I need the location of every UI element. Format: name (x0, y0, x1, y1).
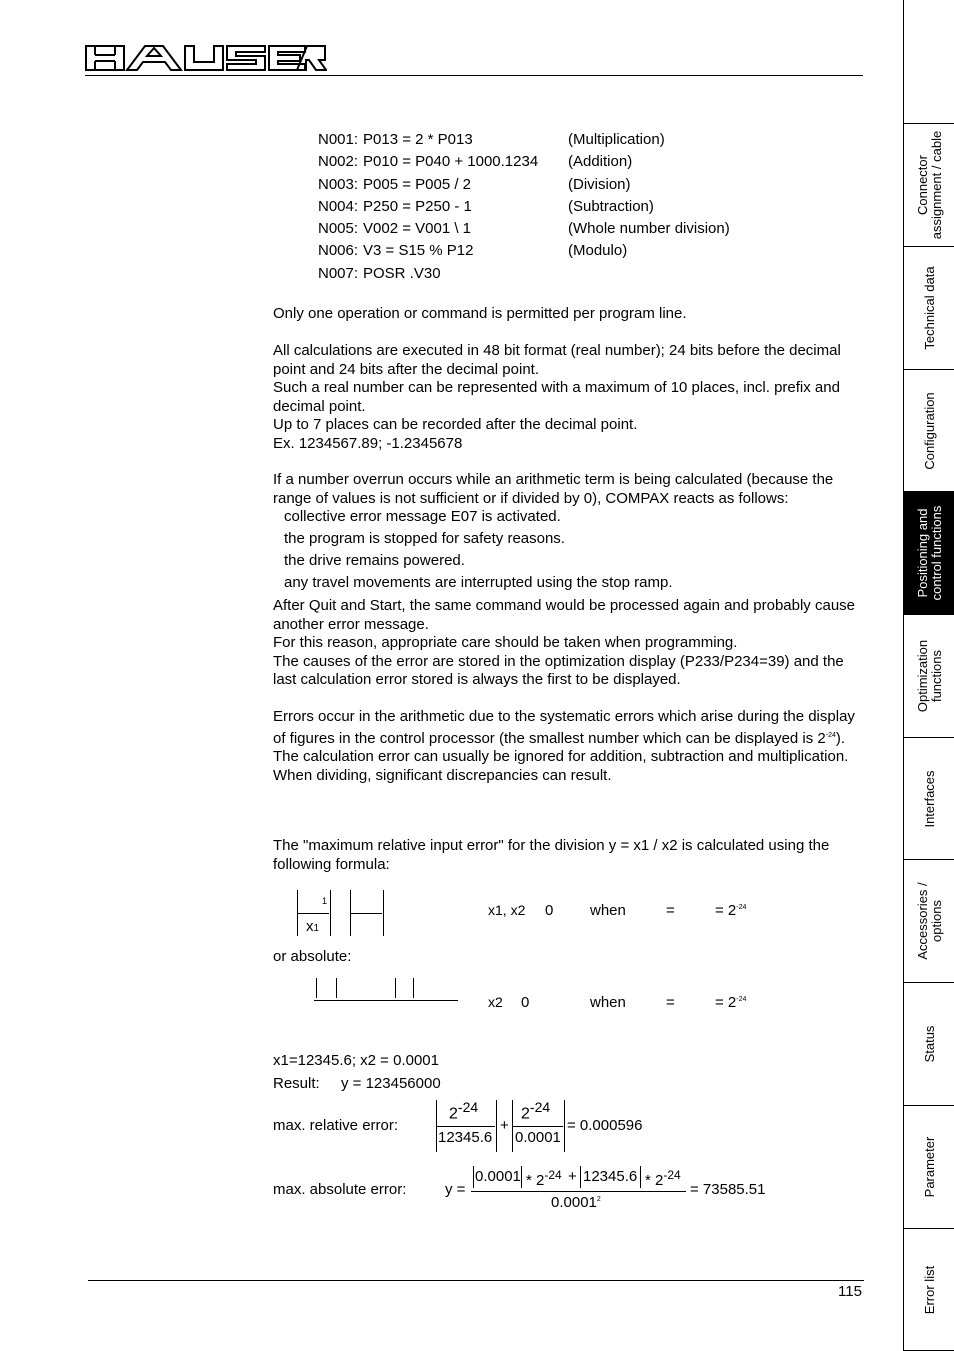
line-number: N005: (318, 220, 359, 238)
term: * 2 (645, 1172, 664, 1189)
val: = 2 (715, 994, 737, 1011)
abs-n2: 12345.6 (583, 1168, 638, 1185)
val: = 2 (715, 902, 737, 919)
side-tab-bar (903, 0, 954, 1351)
result-label: Result: (273, 1075, 320, 1092)
side-tab-label: Interfaces (921, 769, 937, 828)
sub: 1 (313, 923, 320, 934)
condition-zero: 0 (521, 994, 530, 1011)
abs-t1 (526, 1168, 562, 1189)
variable-x (306, 918, 319, 935)
line-number: N001: (318, 131, 359, 148)
side-tab-5[interactable] (904, 738, 954, 860)
header-rule (85, 75, 863, 76)
side-tab-label: Connector assignment / cable (914, 130, 944, 240)
line-number: N004: (318, 197, 359, 215)
line-code: P250 = P250 - 1 (363, 197, 472, 215)
side-tab-label: Configuration (921, 391, 937, 470)
line-number: N002: (318, 153, 359, 171)
abs-y: y = (445, 1181, 466, 1198)
side-tab-4[interactable] (904, 615, 954, 738)
abs-plus: + (568, 1168, 577, 1185)
side-tab-label: Accessories / options (914, 882, 944, 960)
exponent: -24 (825, 731, 836, 739)
text-formula-intro (273, 837, 863, 874)
superscript: 1 (322, 896, 328, 906)
paragraph: If a number overrun occurs while an arithmetic term is being calculated (because the range of values is not sufficient or if divided by 0), COMPAX reacts as follows: (273, 471, 834, 507)
list-item: the drive remains powered. (284, 552, 465, 569)
var: x (306, 918, 314, 935)
condition-zero: 0 (545, 902, 554, 919)
abs-n1: 0.0001 (475, 1168, 521, 1185)
exp: 2 (596, 1196, 601, 1203)
side-tab-label: Error list (921, 1265, 937, 1314)
side-tab-0[interactable] (904, 124, 954, 247)
line-code: POSR .V30 (363, 264, 441, 282)
base: 2 (521, 1105, 530, 1123)
exp: -24 (544, 1168, 562, 1182)
epsilon-value (715, 994, 746, 1011)
line-comment: (Whole number division) (568, 220, 730, 238)
condition-var: x2 (488, 994, 503, 1010)
text-quit-start (273, 597, 863, 690)
abs-t2 (645, 1168, 681, 1189)
equals: = (666, 994, 675, 1011)
base: 2 (449, 1105, 458, 1123)
paragraph: Up to 7 places can be recorded after the decimal point. (273, 416, 638, 433)
text-overrun (273, 471, 863, 594)
line-comment: (Addition) (568, 153, 633, 171)
text-real-number (273, 342, 863, 453)
line-number: N007: (318, 264, 359, 282)
line-comment: (Division) (568, 175, 631, 193)
line-comment: (Multiplication) (568, 131, 665, 148)
side-tab-9[interactable] (904, 1229, 954, 1351)
rel-result: = 0.000596 (567, 1117, 643, 1134)
rel-label: max. relative error: (273, 1117, 399, 1134)
line-code: P010 = P040 + 1000.1234 (363, 153, 539, 171)
rel-num2 (521, 1099, 550, 1123)
when-label: when (590, 994, 626, 1011)
side-tab-7[interactable] (904, 983, 954, 1106)
equals: = (666, 902, 675, 919)
side-tab-1[interactable] (904, 247, 954, 370)
den: 0.0001 (551, 1194, 597, 1211)
text-systematic-errors (273, 708, 863, 785)
condition-vars: x1, x2 (488, 902, 526, 918)
paragraph (273, 708, 863, 748)
side-tab-label: Optimization functions (914, 639, 944, 713)
when-label: when (590, 902, 626, 919)
paragraph: Such a real number can be represented with a maximum of 10 places, incl. prefix and decimal point. (273, 379, 840, 415)
exp: -24 (457, 1099, 479, 1115)
paragraph: x1=12345.6; x2 = 0.0001 (273, 1052, 439, 1069)
abs-label: max. absolute error: (273, 1181, 407, 1198)
line-code: P013 = 2 * P013 (363, 131, 473, 148)
side-tab-2[interactable] (904, 370, 954, 492)
paragraph: The causes of the error are stored in the optimization display (P233/P234=39) and the last calculation error stored is always the first to be displayed. (273, 652, 844, 688)
side-tab-label: Parameter (921, 1136, 937, 1198)
side-tab-label: Status (921, 1025, 937, 1063)
side-tab-blank (904, 0, 954, 124)
footer-rule (88, 1280, 864, 1281)
page-number: 115 (838, 1283, 862, 1300)
paragraph: Ex. 1234567.89; -1.2345678 (273, 434, 463, 452)
paragraph: After Quit and Start, the same command would be processed again and probably cause another error message. (273, 597, 856, 633)
text-single-operation (273, 305, 863, 324)
rel-num1 (449, 1099, 478, 1123)
paragraph-end: ). (835, 729, 846, 747)
list-item: the program is stopped for safety reasons. (284, 530, 565, 547)
paragraph: When dividing, significant discrepancies can result. (273, 766, 612, 784)
line-comment: (Subtraction) (568, 197, 654, 215)
exp: -24 (736, 996, 747, 1003)
line-number: N006: (318, 242, 359, 260)
side-tab-3[interactable] (904, 492, 954, 615)
line-comment: (Modulo) (568, 242, 628, 260)
line-code: V002 = V001 \ 1 (363, 220, 472, 238)
text-example (273, 1052, 863, 1071)
line-code: V3 = S15 % P12 (363, 242, 474, 260)
line-number: N003: (318, 175, 359, 193)
paragraph-text: Errors occur in the arithmetic due to the systematic errors which arise during the display of figures in the control processor (the smallest number which can be displayed is 2 (273, 708, 855, 747)
abs-result: = 73585.51 (690, 1181, 766, 1198)
list-item: any travel movements are interrupted using the stop ramp. (284, 574, 673, 591)
paragraph: Only one operation or command is permitted per program line. (273, 305, 687, 322)
rel-plus: + (500, 1117, 509, 1134)
list-item: collective error message E07 is activated. (284, 508, 561, 525)
side-tab-8[interactable] (904, 1106, 954, 1229)
line-code: P005 = P005 / 2 (363, 175, 472, 193)
exp: -24 (663, 1168, 681, 1182)
paragraph: For this reason, appropriate care should be taken when programming. (273, 634, 738, 651)
text-or-absolute (273, 948, 863, 967)
rel-den2: 0.0001 (515, 1129, 561, 1146)
side-tab-6[interactable] (904, 860, 954, 983)
abs-den (551, 1194, 601, 1211)
paragraph: The "maximum relative input error" for the division y = x1 / x2 is calculated using the following formula: (273, 837, 830, 873)
exp: -24 (529, 1099, 551, 1115)
term: * 2 (526, 1172, 545, 1189)
rel-den1: 12345.6 (438, 1129, 493, 1146)
epsilon-value (715, 902, 746, 919)
exp: -24 (736, 904, 747, 911)
hauser-logo (85, 44, 327, 72)
side-tab-label: Technical data (921, 266, 937, 350)
result-value: y = 123456000 (341, 1075, 441, 1092)
side-tab-label: Positioning and control functions (914, 505, 944, 601)
paragraph: The calculation error can usually be ignored for addition, subtraction and multiplication. (273, 748, 849, 765)
paragraph: All calculations are executed in 48 bit format (real number); 24 bits before the decimal point and 24 bits after the decimal point. (273, 342, 841, 378)
paragraph: or absolute: (273, 948, 352, 965)
